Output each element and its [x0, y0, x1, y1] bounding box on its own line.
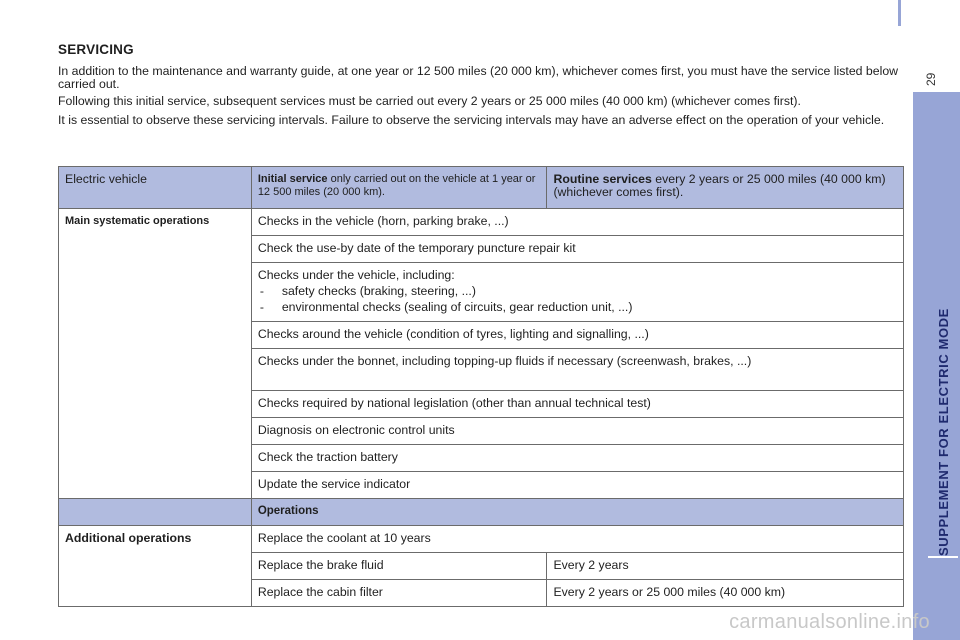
routine-services-label: Routine services [553, 172, 652, 186]
header-electric-vehicle: Electric vehicle [59, 167, 252, 209]
main-operation-1: Checks in the vehicle (horn, parking brake, ...) [251, 209, 903, 236]
chapter-title: SUPPLEMENT FOR ELECTRIC MODE [936, 308, 951, 556]
additional-operations-label: Additional operations [59, 526, 252, 607]
additional-operation-2: Replace the brake fluid [251, 553, 547, 580]
main-operation-6: Checks required by national legislation (other than annual technical test) [251, 391, 903, 418]
table-row [59, 209, 904, 236]
additional-interval-2: Every 2 years [547, 553, 904, 580]
sidebar-divider [928, 556, 958, 558]
header-initial-service [251, 167, 547, 209]
main-operation-3-text: Checks under the vehicle, including: [257, 268, 455, 282]
header-routine-services [547, 167, 904, 209]
main-operation-8: Check the traction battery [251, 445, 903, 472]
main-operation-2: Check the use-by date of the temporary puncture repair kit [251, 236, 903, 263]
servicing-section [58, 42, 904, 131]
initial-service-desc: only carried out on the vehicle at 1 year or 12 500 miles (20 000 km). [257, 173, 536, 198]
section-title: SERVICING [58, 42, 134, 57]
watermark: carmanualsonline.info [729, 611, 930, 633]
intro-paragraph-2: Following this initial service, subsequent services must be carried out every 2 years or 25 000 miles (40 000 km) (whichever comes first). [58, 94, 801, 108]
main-operation-9: Update the service indicator [251, 472, 903, 499]
main-operation-3-bullet-2: - environmental checks (sealing of circuits, gear reduction unit, ...) [258, 301, 897, 314]
routine-services-desc: every 2 years or 25 000 miles (40 000 km) (whichever comes first). [553, 172, 886, 199]
top-tab-marker [898, 0, 901, 26]
main-operation-3-bullet-1: - safety checks (braking, steering, ...) [258, 285, 897, 298]
main-operations-label: Main systematic operations [59, 209, 252, 499]
main-operation-3 [251, 263, 903, 322]
additional-interval-3: Every 2 years or 25 000 miles (40 000 km) [547, 580, 904, 607]
operations-header-blank [59, 499, 252, 526]
operations-header-row [59, 499, 904, 526]
additional-operation-1: Replace the coolant at 10 years [251, 526, 903, 553]
main-operation-4: Checks around the vehicle (condition of tyres, lighting and signalling, ...) [251, 322, 903, 349]
initial-service-label: Initial service [257, 173, 328, 185]
servicing-table [58, 166, 904, 607]
page-number: 29 [924, 72, 938, 86]
intro-paragraph-1: In addition to the maintenance and warranty guide, at one year or 12 500 miles (20 000 km), whichever comes first, you must have the service listed below carried out. [58, 64, 899, 91]
main-operation-7: Diagnosis on electronic control units [251, 418, 903, 445]
table-header-row [59, 167, 904, 209]
operations-header: Operations [251, 499, 903, 526]
additional-operation-3: Replace the cabin filter [251, 580, 547, 607]
intro-paragraph-3: It is essential to observe these servicing intervals. Failure to observe the servicing intervals may have an adverse effect on the operation of your vehicle. [58, 113, 885, 127]
main-operation-5: Checks under the bonnet, including topping-up fluids if necessary (screenwash, brakes, ...) [251, 349, 903, 391]
table-row [59, 526, 904, 553]
